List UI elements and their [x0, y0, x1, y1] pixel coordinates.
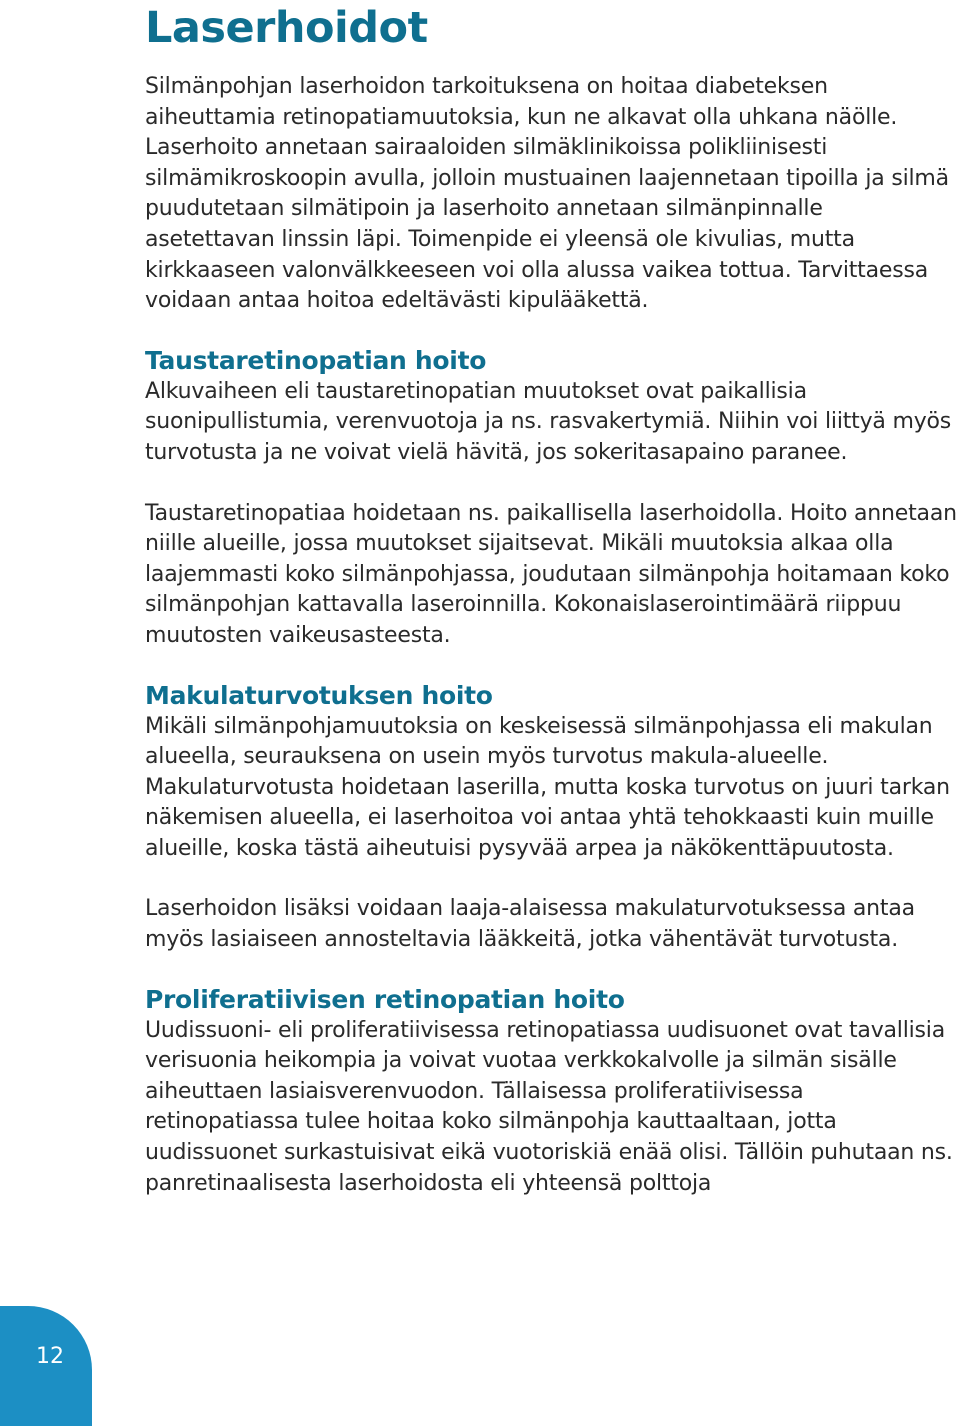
intro-paragraph: Silmänpohjan laserhoidon tarkoituksena on hoitaa diabeteksen aiheuttamia retinopatiamuutoksia, kun ne alkavat olla uhkana näölle. Laserhoito annetaan sairaaloiden silmäklinikoissa polikliinisesti silmämikroskoopin avulla, jolloin mustuainen laajennetaan tipoilla ja silmä puudutetaan silmätipoin ja laserhoito annetaan silmänpinnalle asetettavan linssin läpi. Toimenpide ei yleensä ole kivulias, mutta kirkkaaseen valonvälkkeeseen voi olla alussa vaikea tottua. Tarvittaessa voidaan antaa hoitoa edeltävästi kipulääkettä.: [145, 74, 949, 314]
section-paragraph: Mikäli silmänpohjamuutoksia on keskeisessä silmänpohjassa eli makulan alueella, seurauksena on usein myös turvotus makula-alueelle. Makulaturvotusta hoidetaan laserilla, mutta koska turvotus on juuri tarkan näkemisen alueella, ei laserhoitoa voi antaa yhtä tehokkaasti kuin muille alueille, koska tästä aiheutuisi pysyvää arpea ja näkökenttäpuutosta.: [145, 713, 950, 861]
section-heading-taustaretinopatia: Taustaretinopatian hoito: [145, 345, 487, 375]
section-heading-makulaturvotus: Makulaturvotuksen hoito: [145, 680, 493, 710]
section-paragraph: Uudissuoni- eli proliferatiivisessa retinopatiassa uudisuonet ovat tavallisia verisuonia heikompia ja voivat vuotaa verkkokalvolle ja silmän sisälle aiheuttaen lasiaisverenvuodon. Tällaisessa proliferatiivisessa retinopatiassa tulee hoitaa koko silmänpohja kauttaaltaan, jotta uudissuonet surkastuisivat eikä vuotoriskiä enää olisi. Tällöin puhutaan ns. panretinaalisesta laserhoidosta eli yhteensä polttoja: [145, 1017, 953, 1196]
section-paragraph: Alkuvaiheen eli taustaretinopatian muutokset ovat paikallisia suonipullistumia, verenvuotoja ja ns. rasvakertymiä. Niihin voi liittyä myös turvotusta ja ne voivat vielä hävitä, jos sokeritasapaino paranee.: [145, 378, 952, 465]
section-paragraph: Laserhoidon lisäksi voidaan laaja-alaisessa makulaturvotuksessa antaa myös lasiaiseen annosteltavia lääkkeitä, jotka vähentävät turvotusta.: [145, 896, 915, 953]
page-title: Laserhoidot: [145, 3, 428, 53]
page-number: 12: [36, 1344, 64, 1369]
document-page: [145, 0, 957, 1199]
section-heading-proliferatiivinen: Proliferatiivisen retinopatian hoito: [145, 984, 625, 1014]
section-paragraph: Taustaretinopatiaa hoidetaan ns. paikallisella laserhoidolla. Hoito annetaan niille alueille, jossa muutokset sijaitsevat. Mikäli muutoksia alkaa olla laajemmasti koko silmänpohjassa, joudutaan silmänpohja hoitamaan koko silmänpohjan kattavalla laseroinnilla. Kokonaislaserointimäärä riippuu muutosten vaikeusasteesta.: [145, 500, 957, 648]
